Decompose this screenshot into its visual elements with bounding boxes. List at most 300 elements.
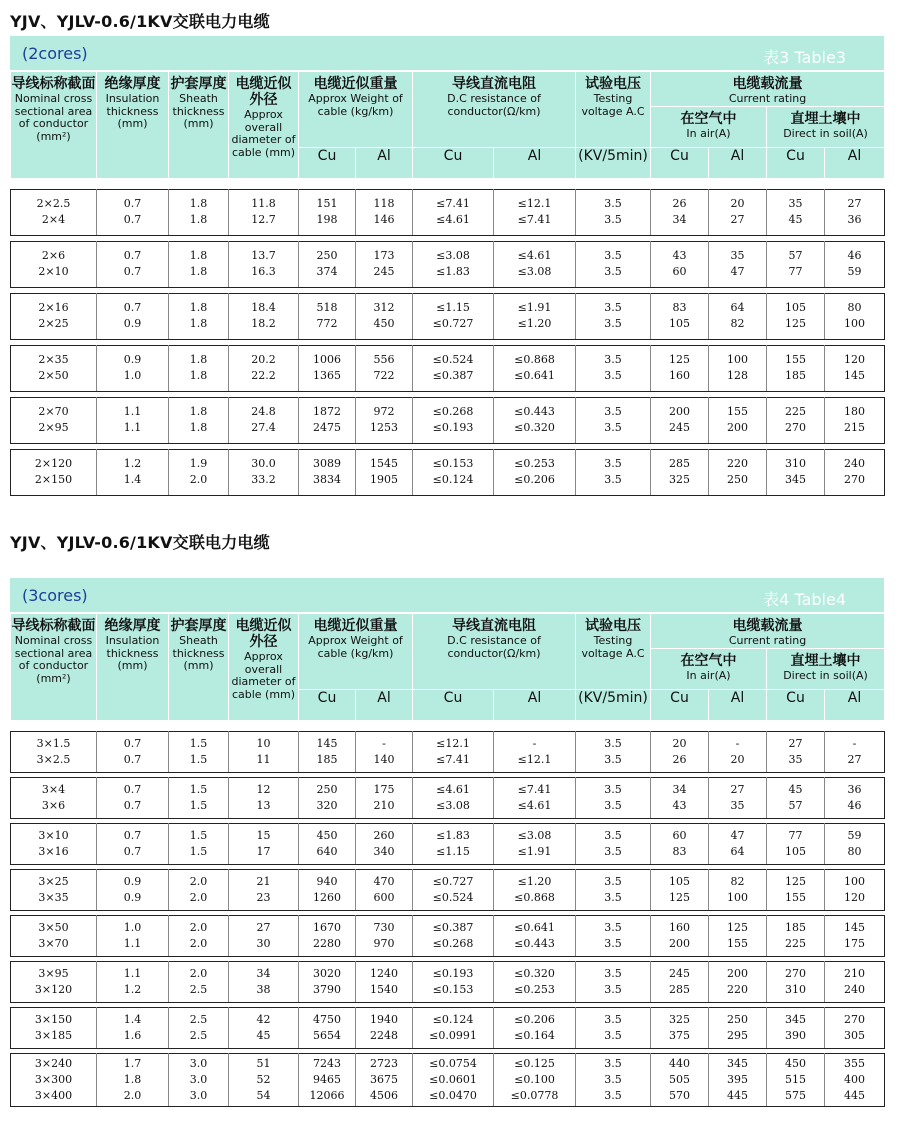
cell-value: 45	[788, 782, 803, 796]
cell-value: 600	[373, 890, 395, 904]
cell-value: 2.0	[189, 936, 208, 950]
cell-value: 42	[256, 1012, 271, 1026]
cell-value: 3.5	[604, 782, 622, 796]
cell-value: -	[735, 736, 740, 750]
cell-value: 210	[844, 966, 866, 980]
header-air-cu: Cu	[651, 147, 709, 178]
cell-value: 1.9	[189, 457, 208, 470]
cell-value: ≤0.153	[432, 982, 474, 996]
cell-value: 20	[730, 752, 745, 766]
cell-value: 450	[373, 317, 395, 330]
cell-size	[11, 397, 97, 443]
cell-value: ≤0.0991	[429, 1028, 477, 1042]
cell-value: ≤0.268	[432, 405, 474, 418]
cell-air-al	[709, 397, 767, 443]
cell-value: 1940	[370, 1012, 398, 1026]
cell-value: 34	[672, 213, 687, 226]
cell-w-al	[356, 449, 413, 495]
cell-w-cu	[299, 293, 356, 339]
cell-r-al	[494, 293, 576, 339]
cell-size	[11, 869, 97, 910]
cell-value: 12	[256, 782, 271, 796]
cell-r-cu	[413, 293, 494, 339]
cell-value: 3.5	[604, 920, 622, 934]
cell-w-cu	[299, 961, 356, 1002]
cell-value: 128	[727, 369, 748, 382]
cell-air-al	[709, 449, 767, 495]
cell-value: 125	[785, 874, 806, 888]
cell-value: 0.7	[123, 265, 142, 278]
cell-value: 2.0	[189, 473, 208, 486]
cell-value: 155	[727, 405, 748, 418]
cell-volt	[576, 1007, 651, 1048]
cell-value: ≤7.41	[436, 197, 470, 210]
cell-value: 3.5	[604, 752, 622, 766]
cell-r-al	[494, 241, 576, 287]
cell-insul	[97, 869, 169, 910]
cell-value: 2×4	[41, 213, 66, 226]
cell-w-al	[356, 915, 413, 956]
cell-soil-cu	[767, 731, 825, 772]
cell-size	[11, 731, 97, 772]
cell-value: 245	[669, 966, 690, 980]
header-air-al: Al	[709, 147, 767, 178]
cell-air-al	[709, 241, 767, 287]
cell-value: 9465	[313, 1072, 341, 1086]
cores-label: (3cores)	[22, 586, 88, 605]
cell-value: 11.8	[251, 197, 276, 210]
cell-value: 345	[727, 1056, 748, 1070]
cell-value: 2×2.5	[36, 197, 71, 210]
cell-value: 505	[669, 1072, 690, 1086]
cell-value: 320	[316, 798, 338, 812]
cell-value: 210	[373, 798, 395, 812]
cell-value: 3.5	[604, 369, 622, 382]
cell-value: ≤7.41	[517, 213, 552, 226]
cell-value: 2.5	[189, 1012, 208, 1026]
cell-value: 125	[785, 317, 806, 330]
cell-value: 16.3	[251, 265, 276, 278]
cell-value: 145	[316, 736, 338, 750]
cell-value: 1.8	[189, 197, 208, 210]
cell-value: 46	[847, 798, 862, 812]
cell-value: ≤1.20	[517, 874, 552, 888]
cell-value: ≤1.83	[436, 265, 470, 278]
cell-value: 35	[788, 752, 803, 766]
cell-value: 1670	[313, 920, 341, 934]
cell-value: 2475	[313, 421, 341, 434]
table-title-bar	[10, 578, 884, 613]
cell-r-cu	[413, 189, 494, 235]
cell-value: 4750	[313, 1012, 341, 1026]
cell-soil-al	[825, 241, 885, 287]
cell-insul	[97, 1053, 169, 1106]
cell-value: 145	[844, 369, 866, 382]
header-diameter: 电缆近似外径 Approx overall diameter of cable (mm)	[229, 72, 299, 179]
cell-value: 3.5	[604, 1056, 622, 1070]
cell-value: 3×300	[34, 1072, 73, 1086]
cell-value: 125	[727, 920, 748, 934]
cell-value: 1006	[313, 353, 341, 366]
cell-value: 3×150	[34, 1012, 73, 1026]
cell-value: 7243	[313, 1056, 341, 1070]
cell-value: 2×50	[38, 369, 69, 382]
cell-value: 59	[847, 828, 862, 842]
cell-value: 1.8	[189, 213, 208, 226]
cell-value: 518	[316, 301, 338, 314]
header-weight: 电缆近似重量 Approx Weight of cable (kg/km)	[299, 614, 413, 690]
cell-volt	[576, 189, 651, 235]
cell-diam	[229, 241, 299, 287]
cell-value: 270	[844, 473, 866, 486]
cell-insul	[97, 293, 169, 339]
cell-value: 46	[847, 249, 862, 262]
cell-value: 0.7	[123, 197, 142, 210]
cell-value: 305	[844, 1028, 866, 1042]
cell-w-al	[356, 241, 413, 287]
cell-size	[11, 823, 97, 864]
spec-table	[10, 613, 885, 1107]
cell-value: ≤0.0754	[429, 1056, 477, 1070]
cell-value: 0.7	[123, 213, 142, 226]
cell-value: 33.2	[251, 473, 276, 486]
cell-volt	[576, 241, 651, 287]
cell-value: 160	[669, 369, 690, 382]
cell-value: 3×185	[34, 1028, 73, 1042]
cell-value: 340	[373, 844, 395, 858]
cell-value: 940	[316, 874, 338, 888]
cell-value: 23	[256, 890, 271, 904]
cell-value: ≤0.641	[514, 920, 555, 934]
cell-value: 215	[844, 421, 866, 434]
cell-sheath	[169, 1053, 229, 1106]
cell-value: 3.5	[604, 457, 622, 470]
cell-size	[11, 1007, 97, 1048]
cell-value: 310	[785, 982, 806, 996]
cell-value: 0.7	[123, 752, 142, 766]
header-sheath: 护套厚度 Sheath thickness (mm)	[169, 72, 229, 179]
cell-r-cu	[413, 449, 494, 495]
cell-value: 1.8	[189, 405, 208, 418]
cell-value: 22.2	[251, 369, 276, 382]
cell-insul	[97, 961, 169, 1002]
cell-soil-al	[825, 1053, 885, 1106]
cell-soil-cu	[767, 961, 825, 1002]
cell-value: 1.5	[189, 844, 208, 858]
cell-value: 160	[669, 920, 690, 934]
cell-insul	[97, 915, 169, 956]
cell-soil-al	[825, 189, 885, 235]
cell-insul	[97, 345, 169, 391]
header-weight-cu: Cu	[299, 147, 356, 178]
cell-air-cu	[651, 189, 709, 235]
cell-value: 1.5	[189, 828, 208, 842]
cell-value: 345	[785, 1012, 806, 1026]
cell-value: 3×6	[41, 798, 66, 812]
header-voltage-unit: (KV/5min)	[576, 147, 651, 178]
cell-value: 60	[672, 828, 687, 842]
cell-value: 185	[785, 920, 806, 934]
header-test-voltage: 试验电压 Testing voltage A.C	[576, 614, 651, 690]
cell-w-al	[356, 823, 413, 864]
header-diameter: 电缆近似外径 Approx overall diameter of cable (mm)	[229, 614, 299, 721]
cell-size	[11, 189, 97, 235]
cell-air-al	[709, 189, 767, 235]
cell-value: ≤0.868	[514, 890, 555, 904]
header-weight-al: Al	[356, 689, 413, 720]
cell-r-al	[494, 731, 576, 772]
cell-value: 200	[669, 936, 690, 950]
cell-value: 3.5	[604, 1028, 622, 1042]
cell-value: 11	[256, 752, 271, 766]
cell-value: 3.5	[604, 736, 622, 750]
cell-value: 155	[785, 353, 806, 366]
cell-value: 3.5	[604, 301, 622, 314]
cell-w-al	[356, 189, 413, 235]
cell-value: 77	[788, 828, 803, 842]
cell-value: 3×95	[38, 966, 69, 980]
cell-size	[11, 449, 97, 495]
cell-r-al	[494, 777, 576, 818]
cell-soil-al	[825, 823, 885, 864]
cell-value: 220	[727, 982, 748, 996]
cell-value: 5654	[313, 1028, 341, 1042]
cell-value: 185	[785, 369, 806, 382]
cell-value: ≤0.193	[432, 966, 474, 980]
cell-sheath	[169, 915, 229, 956]
cell-w-cu	[299, 189, 356, 235]
cell-value: 175	[373, 782, 395, 796]
cell-value: 27	[730, 213, 745, 226]
cell-size	[11, 915, 97, 956]
cell-sheath	[169, 869, 229, 910]
table-number-label: 表3 Table3	[763, 48, 846, 67]
cell-value: 2723	[370, 1056, 398, 1070]
table-row	[11, 869, 885, 910]
cell-value: 2×35	[38, 353, 69, 366]
cell-value: 4506	[370, 1088, 398, 1102]
cell-value: 345	[785, 473, 806, 486]
cell-value: 250	[727, 1012, 748, 1026]
cell-value: 3×1.5	[36, 736, 71, 750]
cell-value: 2280	[313, 936, 341, 950]
cell-value: 556	[373, 353, 395, 366]
cell-value: 155	[727, 936, 748, 950]
cell-value: 375	[669, 1028, 690, 1042]
cell-value: 515	[785, 1072, 806, 1086]
cell-value: 105	[669, 317, 690, 330]
cell-value: 1.1	[123, 421, 142, 434]
cell-value: 27.4	[251, 421, 276, 434]
cell-value: 100	[727, 353, 748, 366]
cell-r-cu	[413, 915, 494, 956]
cell-value: 100	[844, 317, 866, 330]
cell-value: 1.5	[189, 736, 208, 750]
cell-value: 1.0	[123, 920, 142, 934]
cell-soil-al	[825, 777, 885, 818]
cell-value: 10	[256, 736, 271, 750]
cell-value: ≤0.443	[514, 936, 555, 950]
table-row	[11, 449, 885, 495]
cell-value: 18.2	[251, 317, 276, 330]
cell-value: 445	[844, 1088, 866, 1102]
cell-value: ≤7.41	[436, 752, 470, 766]
cell-value: 120	[844, 353, 866, 366]
cell-sheath	[169, 777, 229, 818]
cell-value: 3.5	[604, 874, 622, 888]
cell-value: 1.1	[123, 966, 142, 980]
cell-value: ≤0.868	[514, 353, 555, 366]
cell-w-cu	[299, 345, 356, 391]
cell-value: 1.2	[123, 457, 142, 470]
cell-volt	[576, 961, 651, 1002]
cell-value: ≤4.61	[436, 213, 470, 226]
cell-value: 240	[844, 982, 866, 996]
cell-volt	[576, 293, 651, 339]
cell-sheath	[169, 241, 229, 287]
cell-soil-al	[825, 345, 885, 391]
cell-soil-al	[825, 293, 885, 339]
cable-table-3cores	[10, 578, 884, 1107]
cell-value: 225	[785, 405, 806, 418]
cell-value: 27	[730, 782, 745, 796]
cell-value: 34	[256, 966, 271, 980]
cell-soil-al	[825, 869, 885, 910]
cell-value: 450	[316, 828, 338, 842]
cell-value: 35	[730, 249, 745, 262]
header-in-air: 在空气中 In air(A)	[651, 648, 767, 689]
cell-value: 0.7	[123, 828, 142, 842]
cell-value: 12.7	[251, 213, 276, 226]
cell-value: ≤1.20	[517, 317, 552, 330]
cell-value: 27	[847, 197, 862, 210]
cell-value: 250	[316, 782, 338, 796]
cell-air-al	[709, 293, 767, 339]
cell-value: 3.5	[604, 197, 622, 210]
cell-w-al	[356, 345, 413, 391]
cell-r-cu	[413, 731, 494, 772]
cell-value: 3.0	[189, 1072, 208, 1086]
cell-size	[11, 1053, 97, 1106]
cell-air-cu	[651, 823, 709, 864]
cell-value: 77	[788, 265, 803, 278]
cell-value: ≤12.1	[517, 752, 552, 766]
cell-value: 1905	[370, 473, 398, 486]
cell-value: 1.8	[189, 369, 208, 382]
cell-w-al	[356, 293, 413, 339]
cell-value: 570	[669, 1088, 690, 1102]
cell-value: 52	[256, 1072, 271, 1086]
cell-value: 145	[844, 920, 866, 934]
cell-value: 2.0	[189, 874, 208, 888]
cell-air-cu	[651, 777, 709, 818]
cell-value: 2×150	[34, 473, 73, 486]
cell-value: 30.0	[251, 457, 276, 470]
cell-value: 3×35	[38, 890, 69, 904]
cell-value: 3790	[313, 982, 341, 996]
cell-value: 1.8	[189, 317, 208, 330]
cell-value: 3.5	[604, 966, 622, 980]
cell-value: 3×50	[38, 920, 69, 934]
cell-volt	[576, 869, 651, 910]
cell-value: 83	[672, 301, 687, 314]
cell-volt	[576, 915, 651, 956]
cell-value: ≤0.443	[514, 405, 555, 418]
header-insulation: 绝缘厚度 Insulation thickness (mm)	[97, 72, 169, 179]
cell-value: ≤1.15	[436, 844, 470, 858]
cell-value: 180	[844, 405, 866, 418]
cell-soil-cu	[767, 777, 825, 818]
cell-value: 1253	[370, 421, 398, 434]
cell-sheath	[169, 397, 229, 443]
cell-insul	[97, 449, 169, 495]
cell-value: 0.7	[123, 782, 142, 796]
cell-value: 640	[316, 844, 338, 858]
cell-volt	[576, 449, 651, 495]
table-body	[11, 720, 885, 1106]
cell-air-cu	[651, 1007, 709, 1048]
table-row	[11, 345, 885, 391]
cell-value: 1.0	[123, 369, 142, 382]
cell-value: 3.5	[604, 405, 622, 418]
header-nominal-area: 导线标称截面 Nominal cross sectional area of conductor (mm²)	[11, 614, 97, 721]
cell-value: 38	[256, 982, 271, 996]
cell-value: 1.1	[123, 936, 142, 950]
cell-value: ≤0.268	[432, 936, 474, 950]
cell-value: 82	[730, 317, 745, 330]
cell-value: ≤7.41	[517, 782, 552, 796]
cell-value: 0.9	[123, 890, 142, 904]
cell-value: 83	[672, 844, 687, 858]
cell-diam	[229, 189, 299, 235]
cell-r-al	[494, 961, 576, 1002]
cell-value: 200	[669, 405, 690, 418]
cell-value: 64	[730, 301, 745, 314]
cell-value: 1260	[313, 890, 341, 904]
cell-value: 1.4	[123, 473, 142, 486]
cell-value: 27	[788, 736, 803, 750]
cell-soil-cu	[767, 1007, 825, 1048]
table-number-label: 表4 Table4	[763, 590, 846, 609]
cell-value: 972	[373, 405, 395, 418]
cell-value: 2.0	[189, 966, 208, 980]
cell-value: 3.5	[604, 844, 622, 858]
cell-value: 43	[672, 249, 687, 262]
cell-value: 325	[669, 473, 690, 486]
cell-value: 1.5	[189, 798, 208, 812]
table-row	[11, 961, 885, 1002]
cell-diam	[229, 1053, 299, 1106]
header-current-rating: 电缆载流量 Current rating	[651, 614, 885, 649]
cell-value: 295	[727, 1028, 748, 1042]
cell-w-al	[356, 961, 413, 1002]
cell-value: 1.8	[189, 353, 208, 366]
header-sheath: 护套厚度 Sheath thickness (mm)	[169, 614, 229, 721]
cell-value: 173	[373, 249, 395, 262]
cell-value: 445	[727, 1088, 748, 1102]
cell-air-al	[709, 1053, 767, 1106]
header-soil-al: Al	[825, 147, 885, 178]
cell-value: 730	[373, 920, 395, 934]
cell-value: 30	[256, 936, 271, 950]
cell-value: 3.5	[604, 421, 622, 434]
cell-value: 105	[785, 844, 806, 858]
cell-soil-cu	[767, 869, 825, 910]
cell-insul	[97, 823, 169, 864]
cell-volt	[576, 1053, 651, 1106]
cable-table-2cores	[10, 36, 884, 496]
header-resistance: 导线直流电阻 D.C resistance of conductor(Ω/km)	[413, 614, 576, 690]
